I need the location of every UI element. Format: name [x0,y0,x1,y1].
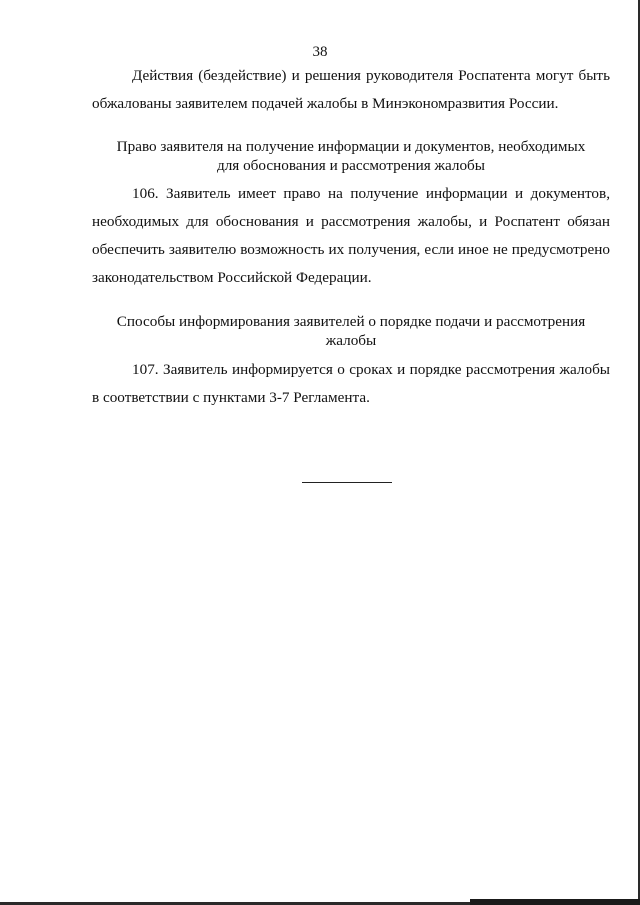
heading-informing-methods [92,312,610,350]
heading-line: жалобы [325,332,377,349]
paragraph-107 [92,356,610,412]
paragraph-line: 106. Заявитель имеет право на получение информации и документов, [132,185,610,202]
intro-line: Действия (бездействие) и решения руководителя Роспатента могут быть [132,67,610,84]
paragraph-106 [92,180,610,292]
paragraph-line: законодательством Российской Федерации. [92,269,372,286]
paragraph-line: 107. Заявитель информируется о сроках и порядке рассмотрения жалобы [132,361,610,378]
intro-paragraph [92,62,610,118]
heading-complainant-right-to-information [92,137,610,175]
end-divider-line [302,482,392,483]
scan-edge-bottom-right [470,899,640,905]
heading-line: Право заявителя на получение информации и документов, необходимых [116,138,586,155]
heading-line: Способы информирования заявителей о порядке подачи и рассмотрения [116,313,586,330]
intro-line: обжалованы заявителем подачей жалобы в Минэкономразвития России. [92,95,559,112]
paragraph-line: обеспечить заявителю возможность их получения, если иное не предусмотрено [92,241,610,258]
heading-line: для обоснования и рассмотрения жалобы [216,157,485,174]
paragraph-line: необходимых для обоснования и рассмотрения жалобы, и Роспатент обязан [92,213,610,230]
page-number: 38 [312,44,328,60]
paragraph-line: в соответствии с пунктами 3-7 Регламента. [92,389,370,406]
